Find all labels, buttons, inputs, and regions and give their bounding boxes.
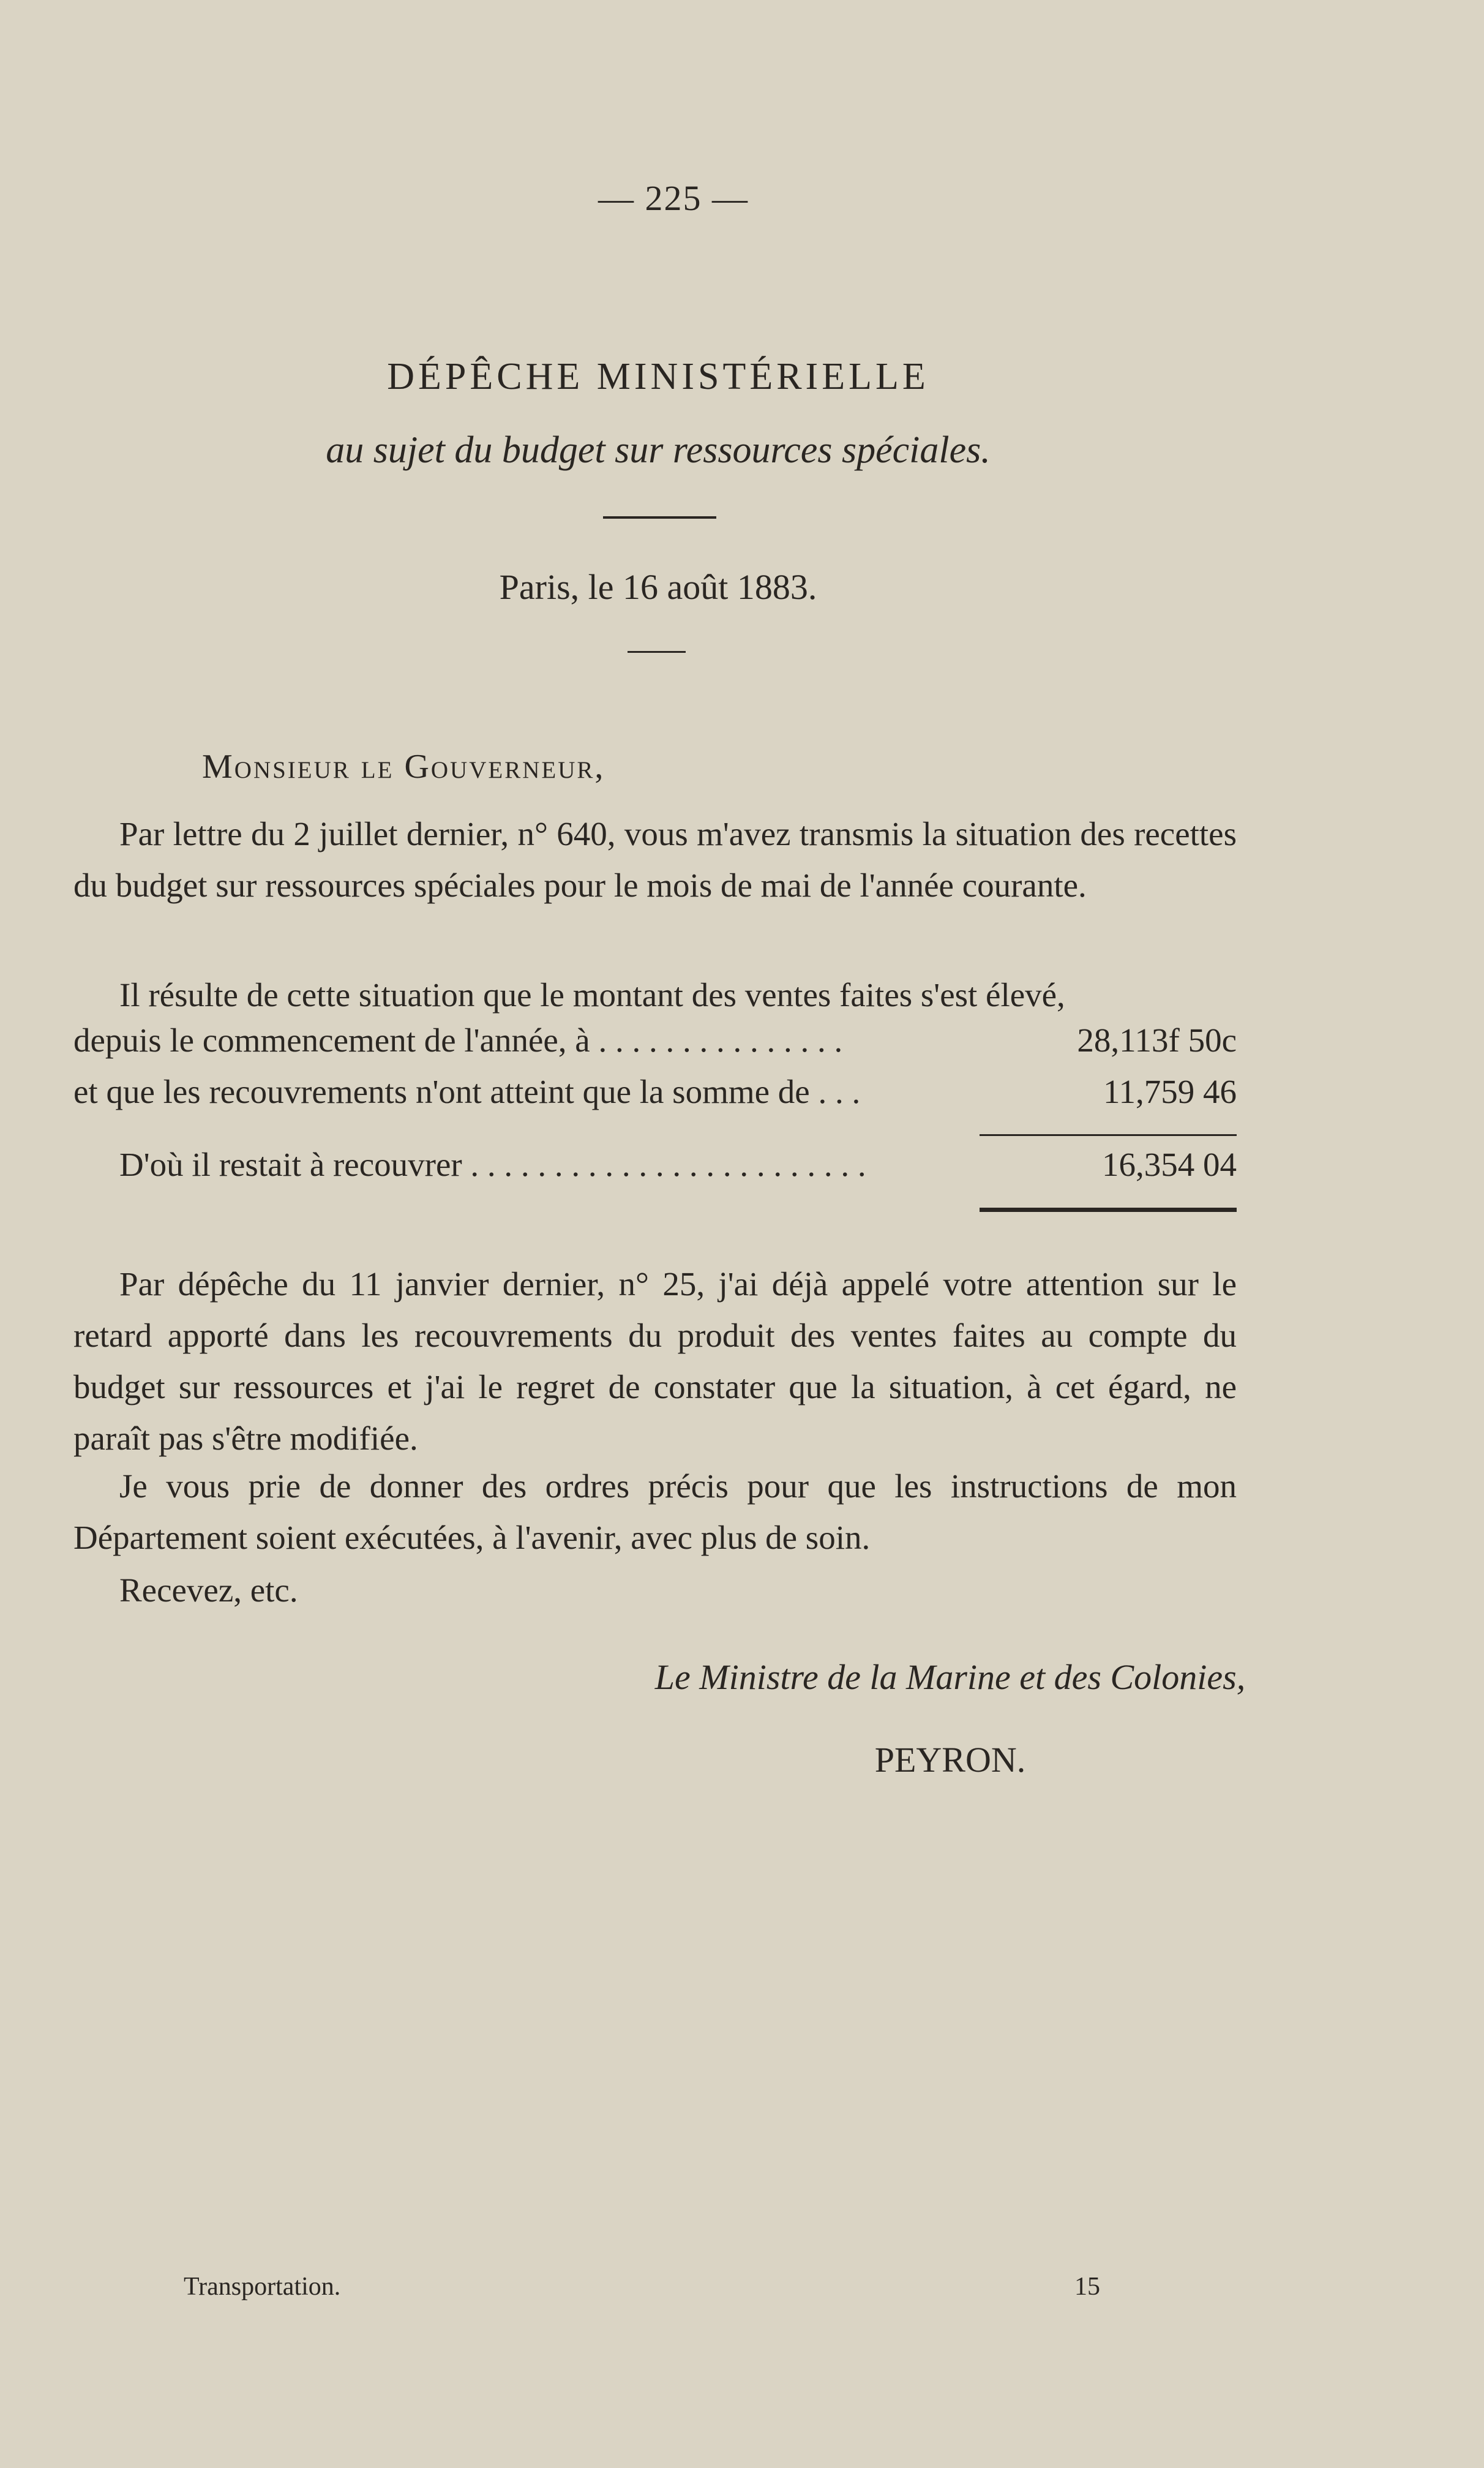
amount-row-sales (73, 1021, 1237, 1072)
paragraph-3-text: Par dépêche du 11 janvier dernier, n° 25, j'ai déjà appelé votre attention sur le retard apporté dans les recouvrements du produit des ventes faites au compte du budget sur ressources et j'ai le regret de constater que la situation, à cet égard, ne paraît pas s'être modifiée. (73, 1265, 1237, 1457)
paragraph-4 (73, 1461, 1237, 1563)
amount-row-recovered (73, 1072, 1237, 1124)
paragraph-2 (73, 969, 1237, 1021)
signature-title: Le Ministre de la Marine et des Colonies, (654, 1657, 1246, 1697)
signature-name: PEYRON. (874, 1740, 1026, 1780)
amount-row-remaining-value: 16,354 04 (1102, 1146, 1237, 1183)
salutation: Monsieur le Gouverneur, (202, 748, 605, 786)
amount-row-remaining-label: D'où il restait à recouvrer . . . . . . . . . . . . . . . . . . . . . . . . (119, 1146, 866, 1183)
footer-section-name: Transportation. (184, 2273, 341, 2301)
amount-row-recovered-label: et que les recouvrements n'ont atteint que la somme de . . . (73, 1073, 861, 1110)
dateline-divider (628, 651, 686, 653)
amount-row-sales-value: 28,113f 50c (1077, 1021, 1237, 1059)
amount-row-recovered-value: 11,759 46 (1103, 1073, 1237, 1110)
paragraph-1-text: Par lettre du 2 juillet dernier, n° 640, vous m'avez transmis la situation des recettes du budget sur ressources spéciales pour le mois de mai de l'année courante. (73, 815, 1237, 904)
document-title: DÉPÊCHE MINISTÉRIELLE (387, 356, 929, 397)
paragraph-2-text: Il résulte de cette situation que le montant des ventes faites s'est élevé, (119, 976, 1065, 1014)
title-divider (603, 516, 716, 519)
amount-row-sales-label: depuis le commencement de l'année, à . . . . . . . . . . . . . . . (73, 1021, 843, 1059)
paragraph-3 (73, 1258, 1237, 1464)
document-subtitle: au sujet du budget sur ressources spéciales. (326, 429, 991, 471)
closing (73, 1565, 1237, 1616)
page-number: — 225 — (598, 178, 749, 218)
sum-rule-bottom (980, 1208, 1237, 1212)
closing-text: Recevez, etc. (119, 1571, 298, 1609)
footer-signature-mark: 15 (1074, 2273, 1100, 2301)
sum-rule-top (980, 1134, 1237, 1136)
amount-row-remaining (73, 1145, 1237, 1197)
dateline: Paris, le 16 août 1883. (499, 567, 817, 607)
paragraph-4-text: Je vous prie de donner des ordres précis pour que les instructions de mon Département soient exécutées, à l'avenir, avec plus de soin. (73, 1467, 1237, 1556)
paragraph-1 (73, 808, 1237, 911)
